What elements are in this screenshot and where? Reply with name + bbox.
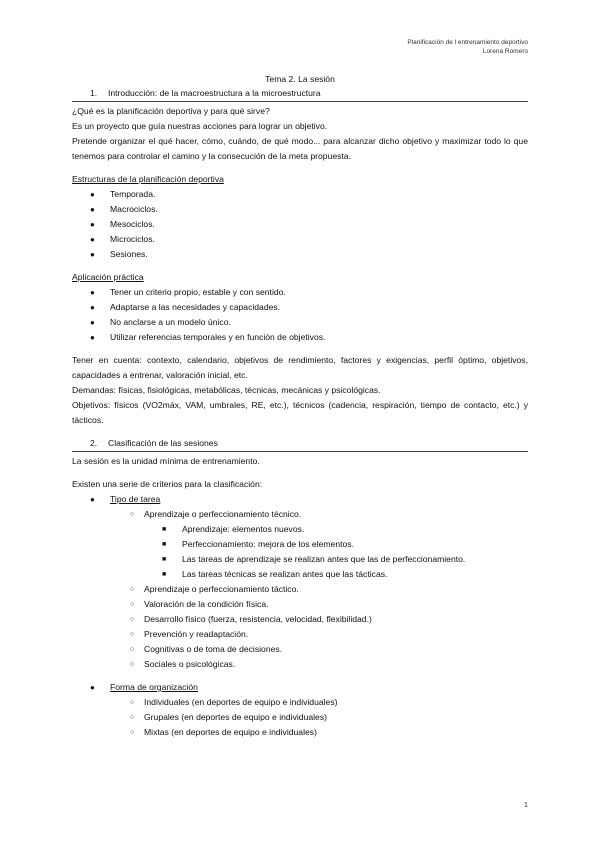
bullet-marker: ● <box>90 250 95 259</box>
list-item <box>72 680 528 695</box>
classification-intro: La sesión es la unidad mínima de entrenamiento. <box>72 456 260 466</box>
header-course: Planificación de l entrenamiento deportivo <box>407 39 528 46</box>
intro-line-2: Pretende organizar el qué hacer, cómo, cuándo, de qué modo... para alcanzar dicho objetivo y maximizar todo lo que tenemos para controlar el camino y la consecución de la meta propuesta. <box>72 136 528 161</box>
organization-heading: Forma de organización <box>110 682 198 692</box>
technical-sublist <box>72 522 528 582</box>
bullet-marker: ● <box>90 288 95 297</box>
list-item: ● Temporada. <box>72 187 528 202</box>
circle-marker: ○ <box>130 714 135 721</box>
bullet-marker: ● <box>90 205 95 214</box>
list-item: ● Mesociclos. <box>72 217 528 232</box>
task-type-list <box>72 507 528 522</box>
page-header <box>407 38 528 56</box>
section-1-title: Introducción: de la macroestructura a la microestructura <box>108 88 321 98</box>
list-item: ● Tener un criterio propio, estable y con sentido. <box>72 285 528 300</box>
list-item: ■ Las tareas de aprendizaje se realizan antes que las de perfeccionamiento. <box>72 552 528 567</box>
bullet-marker: ● <box>90 220 95 229</box>
list-item: ○ Cognitivas o de toma de decisiones. <box>72 642 528 657</box>
list-item: ○ Prevención y readaptación. <box>72 627 528 642</box>
intro-question: ¿Qué es la planificación deportiva y para qué sirve? <box>72 106 270 116</box>
criteria-list <box>72 492 528 507</box>
bullet-marker: ● <box>90 303 95 312</box>
application-list <box>72 285 528 345</box>
list-item: ■ Perfeccionamiento: mejora de los elementos. <box>72 537 528 552</box>
application-heading: Aplicación práctica <box>72 272 144 282</box>
list-item: ○ Aprendizaje o perfeccionamiento táctico. <box>72 582 528 597</box>
task-type-list-continued <box>72 582 528 672</box>
bullet-marker: ● <box>90 235 95 244</box>
list-item: ■ Las tareas técnicas se realizan antes que las tácticas. <box>72 567 528 582</box>
organization-list <box>72 695 528 740</box>
circle-marker: ○ <box>130 616 135 623</box>
header-author: Lorena Romero <box>482 48 528 55</box>
list-item: ● Sesiones. <box>72 247 528 262</box>
square-marker: ■ <box>162 556 167 563</box>
page-number: 1 <box>523 800 528 809</box>
bullet-marker: ● <box>90 318 95 327</box>
circle-marker: ○ <box>130 601 135 608</box>
bullet-marker: ● <box>90 683 95 692</box>
bullet-marker: ● <box>90 333 95 342</box>
list-item: ○ Desarrollo físico (fuerza, resistencia, velocidad, flexibilidad.) <box>72 612 528 627</box>
structures-heading: Estructuras de la planificación deportiva <box>72 174 224 184</box>
bullet-marker: ● <box>90 190 95 199</box>
square-marker: ■ <box>162 571 167 578</box>
square-marker: ■ <box>162 526 167 533</box>
circle-marker: ○ <box>130 631 135 638</box>
criteria-list-organization <box>72 680 528 695</box>
list-item: ● Adaptarse a las necesidades y capacidades. <box>72 300 528 315</box>
list-item: ○ Individuales (en deportes de equipo e individuales) <box>72 695 528 710</box>
considerations-paragraph: Tener en cuenta: contexto, calendario, objetivos de rendimiento, factores y exigencias, perfil óptimo, objetivos, capacidades a entrenar, valoración inicial, etc. <box>72 355 528 380</box>
task-type-heading: Tipo de tarea <box>110 494 161 504</box>
intro-line-1: Es un proyecto que guía nuestras acciones para lograr un objetivo. <box>72 121 328 131</box>
list-item: ■ Aprendizaje: elementos nuevos. <box>72 522 528 537</box>
list-item: ● Macrociclos. <box>72 202 528 217</box>
section-2-number: 2. <box>90 438 98 448</box>
list-item: ○ Sociales o psicológicas. <box>72 657 528 672</box>
circle-marker: ○ <box>130 729 135 736</box>
list-item: ○ Valoración de la condición física. <box>72 597 528 612</box>
circle-marker: ○ <box>130 586 135 593</box>
list-item: ● Microciclos. <box>72 232 528 247</box>
circle-marker: ○ <box>130 646 135 653</box>
objectives-paragraph: Objetivos: físicos (VO2máx, VAM, umbrales, RE, etc.), técnicos (cadencia, respiración, tiempo de contacto, etc.) y tácticos. <box>72 400 528 425</box>
section-2-heading <box>72 436 528 452</box>
demands-paragraph: Demandas: físicas, fisiológicas, metabólicas, técnicas, mecánicas y psicológicas. <box>72 385 381 395</box>
classification-criteria: Existen una serie de criterios para la clasificación: <box>72 479 263 489</box>
list-item: ● Utilizar referencias temporales y en función de objetivos. <box>72 330 528 345</box>
document-title: Tema 2. La sesión <box>265 74 335 84</box>
list-item: ● No anclarse a un modelo único. <box>72 315 528 330</box>
structures-list <box>72 187 528 262</box>
bullet-marker: ● <box>90 495 95 504</box>
list-item <box>72 492 528 507</box>
list-item: ○ Mixtas (en deportes de equipo e individuales) <box>72 725 528 740</box>
circle-marker: ○ <box>130 661 135 668</box>
list-item: ○ Aprendizaje o perfeccionamiento técnico. <box>72 507 528 522</box>
circle-marker: ○ <box>130 699 135 706</box>
section-1-heading <box>72 86 528 102</box>
section-2-title: Clasificación de las sesiones <box>108 438 218 448</box>
list-item: ○ Grupales (en deportes de equipo e individuales) <box>72 710 528 725</box>
document-body <box>72 72 528 740</box>
square-marker: ■ <box>162 541 167 548</box>
circle-marker: ○ <box>130 511 135 518</box>
section-1-number: 1. <box>90 88 98 98</box>
